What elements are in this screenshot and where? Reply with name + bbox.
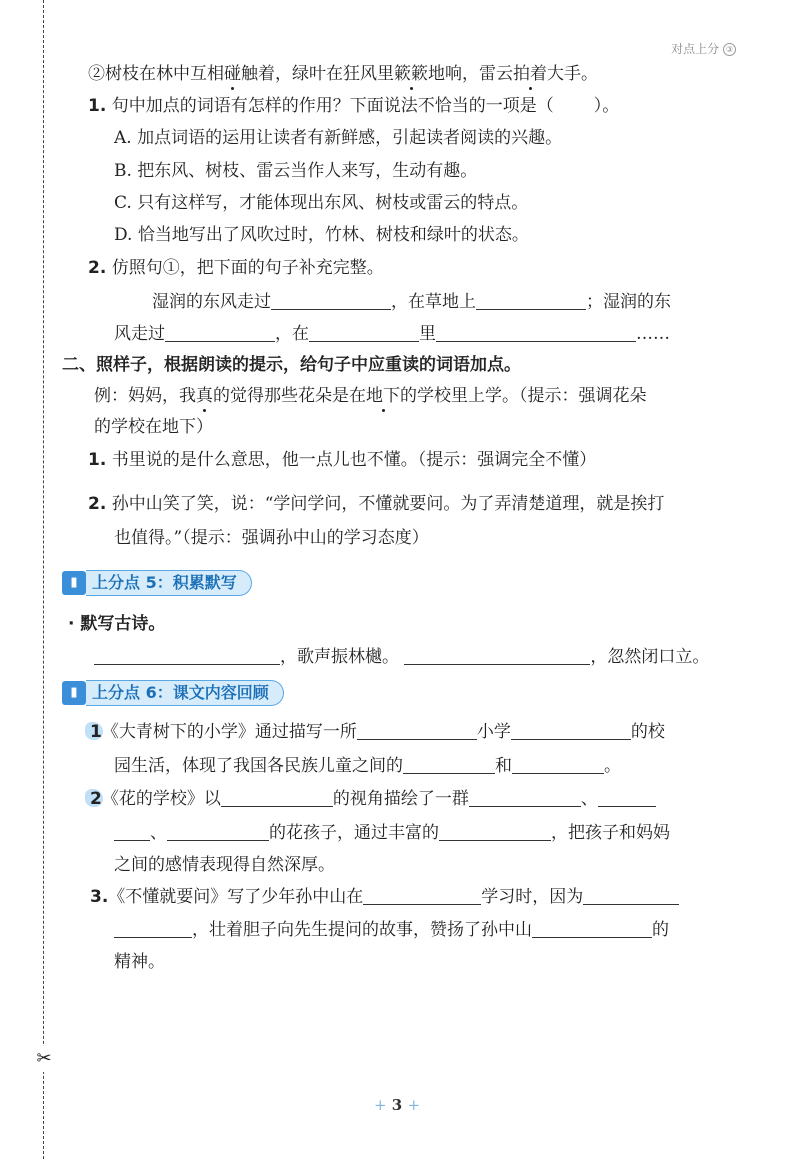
question-6-2 [90,787,656,811]
answer-blank[interactable] [403,754,495,774]
section-banner-6 [62,680,284,706]
page-number: 3 [391,1096,403,1114]
bar-chart-icon: ▮ [62,681,86,705]
cut-line [43,0,44,1159]
question-text: 孙中山笑了笑，说：“学问学问，不懂就要问。为了弄清楚道理，就是挨打 [111,494,665,514]
question-6-3-cont [114,918,669,942]
text: ；湿润的东 [586,292,671,312]
question-6-3 [90,885,679,909]
text: 风走过 [114,324,165,344]
question-2-1 [88,448,596,472]
answer-blank[interactable] [512,754,604,774]
text: 的 [652,920,669,940]
text: ，把孩子和妈妈 [551,823,670,843]
answer-blank[interactable] [598,787,656,807]
text: 的视角描绘了一群 [332,789,469,809]
dotted-word: 簌簌 [394,64,428,84]
text: 。 [581,64,598,84]
question-6-1 [90,720,665,744]
text: ，绿叶在狂风里 [275,64,394,84]
text: 湿润的东风走过 [152,292,271,312]
answer-blank[interactable] [114,821,150,841]
dotted-word: 拍着 [513,64,547,84]
answer-blank[interactable] [165,322,275,342]
answer-blank[interactable] [583,885,679,905]
question-6-3-end: 精神。 [114,952,165,972]
answer-blank[interactable] [436,322,636,342]
text: ，壮着胆子向先生提问的故事，赞扬了孙中山 [192,920,532,940]
text: ）。 [593,96,620,116]
question-number: 1. [88,96,107,116]
text: 的学校里上学。（提示：强调花朵 [400,386,647,406]
dotted-word: 互相碰触着 [190,64,275,84]
text: ，在草地上 [391,292,476,312]
text: 地响，雷云 [428,64,513,84]
text: 里 [419,324,436,344]
deco-plus-icon: + [373,1096,387,1114]
text: …… [636,324,670,344]
text: 园生活，体现了我国各民族儿童之间的 [114,756,403,776]
text: ，忽然闭口立。 [590,647,710,667]
example-line-1 [94,384,647,408]
question-number: 2. [88,258,107,278]
page-header [671,40,736,57]
text: 《不懂就要问》写了少年孙中山在 [108,887,364,907]
question-text: 仿照句①，把下面的句子补充完整。 [111,258,384,278]
option-b: B. 把东风、树枝、雷云当作人来写，生动有趣。 [114,161,478,181]
answer-blank[interactable] [114,918,192,938]
text: 、 [580,789,598,809]
question-number: 1 [90,722,102,742]
sentence-marker: ② [88,64,105,84]
answer-blank[interactable] [532,918,652,938]
dotted-word: 真 [196,386,213,406]
answer-blank[interactable] [309,322,419,342]
banner-label: 上分点 5：积累默写 [86,570,252,596]
poem-fill-line [94,645,709,669]
fill-line-b [114,322,670,346]
answer-blank[interactable] [404,645,590,665]
answer-blank[interactable] [476,290,586,310]
dotted-word: 地下 [366,386,400,406]
text: 。 [604,756,621,776]
question-6-2-cont [114,821,670,845]
answer-blank[interactable] [271,290,391,310]
question-text: 书里说的是什么意思，他一点儿也不懂。（提示：强调完全不懂） [111,450,597,470]
text: ，歌声振林樾。 [280,647,399,667]
question-number: 3. [90,887,109,907]
section-2-title: 二、照样子，根据朗读的提示，给句子中应重读的词语加点。 [62,355,521,375]
text: 大手 [547,64,581,84]
answer-blank[interactable] [469,787,581,807]
option-d: D. 恰当地写出了风吹过时，竹林、树枝和绿叶的状态。 [114,225,529,245]
text: 的花孩子，通过丰富的 [269,823,439,843]
example-sentence-2 [88,62,598,86]
text: 《花的学校》以 [101,789,221,809]
deco-plus-icon: + [407,1096,421,1114]
question-6-2-end: 之间的感情表现得自然深厚。 [114,855,335,875]
answer-blank[interactable] [221,787,333,807]
option-c: C. 只有这样写，才能体现出东风、树枝或雷云的特点。 [114,193,529,213]
option-a: A. 加点词语的运用让读者有新鲜感，引起读者阅读的兴趣。 [114,128,563,148]
text: 小学 [476,722,511,742]
answer-blank[interactable] [439,821,551,841]
answer-blank[interactable] [94,645,280,665]
fill-line-a [152,290,671,314]
question-1-2 [88,256,384,280]
example-line-2: 的学校在地下） [94,417,213,437]
text: 和 [495,756,512,776]
text: 《大青树下的小学》通过描写一所 [101,722,357,742]
bar-chart-icon: ▮ [62,571,86,595]
question-text: 句中加点的词语有怎样的作用？下面说法不恰当的一项是（ [111,96,554,116]
question-number: 2 [90,789,102,809]
answer-blank[interactable] [357,720,477,740]
text: 的校 [630,722,665,742]
banner-label: 上分点 6：课文内容回顾 [86,680,284,706]
answer-blank[interactable] [167,821,269,841]
text: 的觉得那些花朵是在 [213,386,366,406]
text: 、 [150,823,167,843]
answer-blank[interactable] [363,885,481,905]
question-2-2 [88,492,664,516]
answer-blank[interactable] [511,720,631,740]
poem-heading: · 默写古诗。 [68,614,166,634]
question-1-1 [88,94,619,118]
question-number: 1. [88,450,107,470]
header-mark: ③ [723,43,736,56]
text: ，在 [275,324,309,344]
text: 树枝在林中 [105,64,190,84]
page-footer [0,1096,794,1114]
text: 学习时，因为 [481,887,584,907]
question-6-1-cont [114,754,621,778]
header-label: 对点上分 [671,42,720,56]
scissors-icon: ✂ [34,1046,54,1072]
text: 例：妈妈，我 [94,386,196,406]
section-banner-5 [62,570,252,596]
question-number: 2. [88,494,107,514]
question-2-2-cont: 也值得。”（提示：强调孙中山的学习态度） [114,528,429,548]
